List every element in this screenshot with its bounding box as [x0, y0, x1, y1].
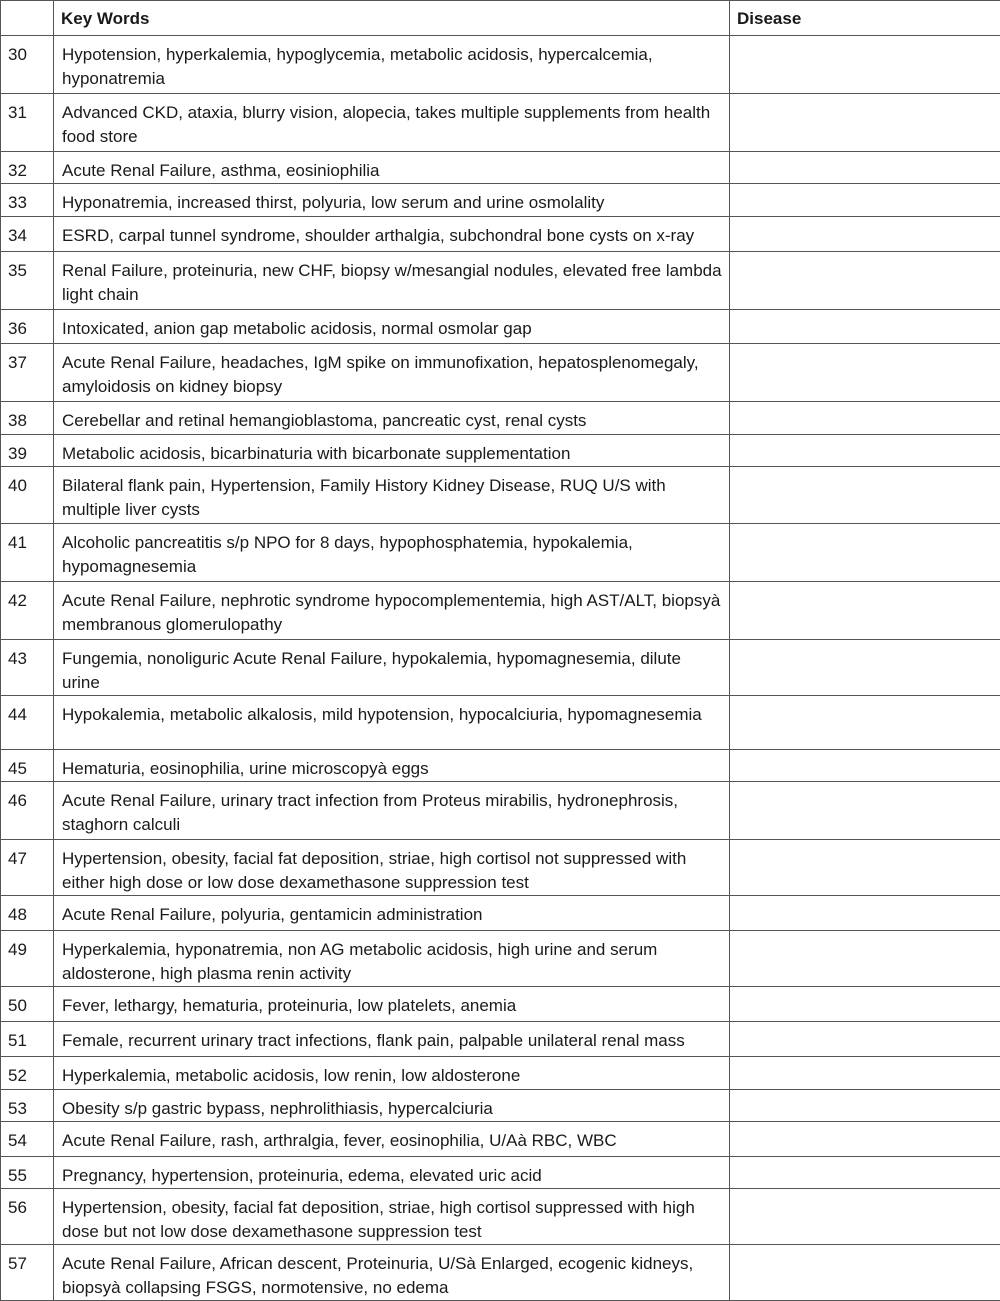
row-disease[interactable]	[730, 467, 1000, 524]
row-number: 48	[1, 896, 54, 931]
row-key-words: Hyperkalemia, hyponatremia, non AG metabolic acidosis, high urine and serum aldosterone, high plasma renin activity	[54, 931, 730, 987]
row-number: 53	[1, 1090, 54, 1122]
row-disease[interactable]	[730, 402, 1000, 435]
row-disease[interactable]	[730, 696, 1000, 750]
row-key-words: Acute Renal Failure, rash, arthralgia, fever, eosinophilia, U/Aà RBC, WBC	[54, 1122, 730, 1157]
table-row	[1, 467, 1000, 524]
row-number: 43	[1, 640, 54, 696]
table-row	[1, 435, 1000, 467]
row-disease[interactable]	[730, 987, 1000, 1022]
row-number: 30	[1, 36, 54, 94]
row-key-words: Hypokalemia, metabolic alkalosis, mild hypotension, hypocalciuria, hypomagnesemia	[54, 696, 730, 750]
row-number: 44	[1, 696, 54, 750]
table-row	[1, 1090, 1000, 1122]
header-key-words: Key Words	[54, 1, 730, 36]
row-key-words: Acute Renal Failure, asthma, eosiniophilia	[54, 152, 730, 184]
table-row	[1, 931, 1000, 987]
table-row	[1, 36, 1000, 94]
table-row	[1, 252, 1000, 310]
row-disease[interactable]	[730, 1157, 1000, 1189]
row-key-words: Intoxicated, anion gap metabolic acidosis, normal osmolar gap	[54, 310, 730, 344]
row-key-words: Obesity s/p gastric bypass, nephrolithiasis, hypercalciuria	[54, 1090, 730, 1122]
row-number: 51	[1, 1022, 54, 1057]
header-number	[1, 1, 54, 36]
table-row	[1, 696, 1000, 750]
row-number: 40	[1, 467, 54, 524]
row-number: 55	[1, 1157, 54, 1189]
table-row	[1, 1245, 1000, 1301]
table-row	[1, 524, 1000, 582]
row-key-words: Bilateral flank pain, Hypertension, Family History Kidney Disease, RUQ U/S with multiple liver cysts	[54, 467, 730, 524]
row-number: 32	[1, 152, 54, 184]
row-key-words: Cerebellar and retinal hemangioblastoma, pancreatic cyst, renal cysts	[54, 402, 730, 435]
row-key-words: Advanced CKD, ataxia, blurry vision, alopecia, takes multiple supplements from health food store	[54, 94, 730, 152]
row-disease[interactable]	[730, 344, 1000, 402]
row-disease[interactable]	[730, 1057, 1000, 1090]
row-key-words: Hyponatremia, increased thirst, polyuria, low serum and urine osmolality	[54, 184, 730, 217]
row-number: 34	[1, 217, 54, 252]
row-disease[interactable]	[730, 252, 1000, 310]
row-number: 35	[1, 252, 54, 310]
table-row	[1, 896, 1000, 931]
row-number: 57	[1, 1245, 54, 1301]
table-row	[1, 217, 1000, 252]
row-disease[interactable]	[730, 36, 1000, 94]
table-row	[1, 1122, 1000, 1157]
table-row	[1, 1189, 1000, 1245]
row-disease[interactable]	[730, 782, 1000, 840]
table-row	[1, 582, 1000, 640]
row-number: 42	[1, 582, 54, 640]
row-number: 37	[1, 344, 54, 402]
row-disease[interactable]	[730, 582, 1000, 640]
table-row	[1, 152, 1000, 184]
row-key-words: Alcoholic pancreatitis s/p NPO for 8 days, hypophosphatemia, hypokalemia, hypomagnesemia	[54, 524, 730, 582]
row-disease[interactable]	[730, 840, 1000, 896]
row-disease[interactable]	[730, 1090, 1000, 1122]
row-disease[interactable]	[730, 310, 1000, 344]
table-row	[1, 1057, 1000, 1090]
row-key-words: Acute Renal Failure, African descent, Proteinuria, U/Sà Enlarged, ecogenic kidneys, biopsyà collapsing FSGS, normotensive, no edema	[54, 1245, 730, 1301]
table-row	[1, 94, 1000, 152]
row-disease[interactable]	[730, 1122, 1000, 1157]
header-row	[1, 1, 1000, 36]
table-row	[1, 1022, 1000, 1057]
table-row	[1, 782, 1000, 840]
row-number: 46	[1, 782, 54, 840]
row-disease[interactable]	[730, 1022, 1000, 1057]
row-key-words: Hematuria, eosinophilia, urine microscopyà eggs	[54, 750, 730, 782]
row-number: 41	[1, 524, 54, 582]
row-number: 52	[1, 1057, 54, 1090]
row-disease[interactable]	[730, 217, 1000, 252]
row-key-words: Hypertension, obesity, facial fat deposition, striae, high cortisol not suppressed with either high dose or low dose dexamethasone suppression test	[54, 840, 730, 896]
row-key-words: Acute Renal Failure, headaches, IgM spike on immunofixation, hepatosplenomegaly, amyloidosis on kidney biopsy	[54, 344, 730, 402]
row-disease[interactable]	[730, 640, 1000, 696]
row-number: 39	[1, 435, 54, 467]
row-key-words: Renal Failure, proteinuria, new CHF, biopsy w/mesangial nodules, elevated free lambda light chain	[54, 252, 730, 310]
row-key-words: Fever, lethargy, hematuria, proteinuria, low platelets, anemia	[54, 987, 730, 1022]
row-disease[interactable]	[730, 1189, 1000, 1245]
row-number: 33	[1, 184, 54, 217]
row-key-words: Acute Renal Failure, urinary tract infection from Proteus mirabilis, hydronephrosis, staghorn calculi	[54, 782, 730, 840]
row-disease[interactable]	[730, 184, 1000, 217]
row-number: 56	[1, 1189, 54, 1245]
row-disease[interactable]	[730, 931, 1000, 987]
row-number: 54	[1, 1122, 54, 1157]
table-row	[1, 640, 1000, 696]
row-disease[interactable]	[730, 1245, 1000, 1301]
row-number: 49	[1, 931, 54, 987]
row-key-words: Fungemia, nonoliguric Acute Renal Failure, hypokalemia, hypomagnesemia, dilute urine	[54, 640, 730, 696]
row-disease[interactable]	[730, 435, 1000, 467]
row-number: 50	[1, 987, 54, 1022]
row-disease[interactable]	[730, 524, 1000, 582]
table-row	[1, 1157, 1000, 1189]
table-row	[1, 402, 1000, 435]
row-disease[interactable]	[730, 152, 1000, 184]
row-number: 45	[1, 750, 54, 782]
table-row	[1, 184, 1000, 217]
row-number: 47	[1, 840, 54, 896]
table-row	[1, 344, 1000, 402]
row-key-words: Acute Renal Failure, nephrotic syndrome hypocomplementemia, high AST/ALT, biopsyà membranous glomerulopathy	[54, 582, 730, 640]
row-number: 31	[1, 94, 54, 152]
row-key-words: Metabolic acidosis, bicarbinaturia with bicarbonate supplementation	[54, 435, 730, 467]
table-row	[1, 840, 1000, 896]
row-key-words: Pregnancy, hypertension, proteinuria, edema, elevated uric acid	[54, 1157, 730, 1189]
row-key-words: Hypotension, hyperkalemia, hypoglycemia, metabolic acidosis, hypercalcemia, hyponatremia	[54, 36, 730, 94]
row-number: 38	[1, 402, 54, 435]
row-disease[interactable]	[730, 750, 1000, 782]
row-key-words: Hypertension, obesity, facial fat deposition, striae, high cortisol suppressed with high dose but not low dose dexamethasone suppression test	[54, 1189, 730, 1245]
row-key-words: ESRD, carpal tunnel syndrome, shoulder arthalgia, subchondral bone cysts on x-ray	[54, 217, 730, 252]
row-key-words: Acute Renal Failure, polyuria, gentamicin administration	[54, 896, 730, 931]
table-row	[1, 750, 1000, 782]
table-row	[1, 987, 1000, 1022]
table-row	[1, 310, 1000, 344]
row-disease[interactable]	[730, 896, 1000, 931]
row-disease[interactable]	[730, 94, 1000, 152]
row-number: 36	[1, 310, 54, 344]
header-disease: Disease	[730, 1, 1000, 36]
row-key-words: Female, recurrent urinary tract infections, flank pain, palpable unilateral renal mass	[54, 1022, 730, 1057]
row-key-words: Hyperkalemia, metabolic acidosis, low renin, low aldosterone	[54, 1057, 730, 1090]
